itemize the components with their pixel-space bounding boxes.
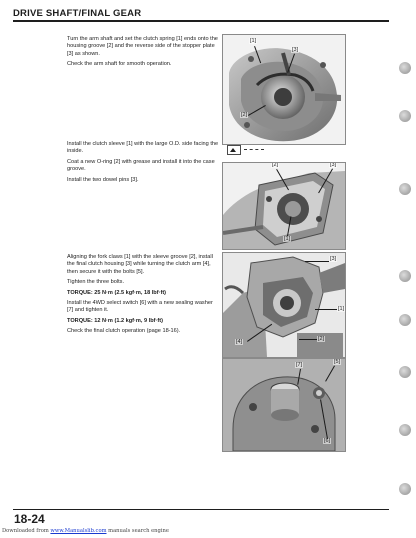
callout-label: [1]	[250, 38, 257, 44]
step-text-1	[67, 36, 219, 72]
torque-spec: TORQUE: 12 N·m (1.2 kgf·m, 9 lbf·ft)	[67, 317, 163, 324]
callout-label: [2]	[241, 112, 248, 118]
section-title: DRIVE SHAFT/FINAL GEAR	[13, 8, 142, 19]
paragraph: Turn the arm shaft and set the clutch spring [1] ends onto the housing groove [2] and the reverse side of the stopper plate [3] as shown.	[67, 36, 218, 57]
callout-label: [6]	[324, 438, 331, 444]
paragraph: Check the arm shaft for smooth operation.	[67, 61, 172, 68]
paragraph: Install the two dowel pins [3].	[67, 176, 139, 183]
binder-hole	[399, 110, 411, 122]
callout-label: [3]	[292, 47, 299, 53]
paragraph: Aligning the fork claws [1] with the sleeve groove [2], install the final clutch housing [3] while turning the clutch arm [4], then secure it with the bolts [5].	[67, 254, 213, 275]
binder-hole	[399, 183, 411, 195]
paragraph: Install the clutch sleeve [1] with the large O.D. side facing the inside.	[67, 141, 219, 155]
binder-hole	[399, 366, 411, 378]
photo-clutch-spring	[222, 34, 346, 145]
leader-line	[299, 339, 317, 340]
callout-label: [2]	[318, 336, 325, 342]
step-text-3	[67, 254, 219, 338]
grease-icon	[227, 145, 241, 155]
callout-label: [4]	[236, 339, 243, 345]
callout-label: [2]	[272, 162, 279, 168]
paragraph: Coat a new O-ring [2] with grease and install it into the case groove.	[67, 158, 215, 173]
binder-hole	[399, 314, 411, 326]
callout-label: [3]	[330, 162, 337, 168]
paragraph: Tighten the three bolts.	[67, 279, 125, 286]
clutch-housing-illustration	[223, 35, 345, 144]
callout-label: [1]	[284, 236, 291, 242]
download-suffix: manuals search engine	[108, 528, 169, 534]
download-link[interactable]: www.Manualslib.com	[50, 528, 107, 534]
callout-label: [5]	[334, 359, 341, 365]
leader-line	[315, 309, 337, 310]
binder-hole	[399, 62, 411, 74]
photo-final-clutch-housing	[222, 252, 346, 358]
binder-hole	[399, 483, 411, 495]
callout-label: [7]	[296, 362, 303, 368]
leader-line	[305, 261, 329, 262]
photo-4wd-switch	[222, 358, 346, 452]
callout-label: [1]	[338, 306, 345, 312]
o-ring-indicator	[244, 149, 264, 152]
header-rule	[13, 20, 389, 22]
download-notice	[2, 528, 169, 534]
callout-label: [3]	[330, 256, 337, 262]
step-text-2	[67, 141, 219, 187]
torque-spec: TORQUE: 25 N·m (2.5 kgf·m, 18 lbf·ft)	[67, 289, 167, 296]
photo-clutch-sleeve	[222, 162, 346, 250]
paragraph: Install the 4WD select switch [6] with a new sealing washer [7] and tighten it.	[67, 299, 213, 314]
binder-hole	[399, 270, 411, 282]
download-prefix: Downloaded from	[2, 528, 49, 534]
footer-rule	[13, 509, 389, 510]
binder-hole	[399, 424, 411, 436]
paragraph: Check the final clutch operation (page 18-16).	[67, 328, 181, 334]
page-number: 18-24	[14, 512, 45, 526]
